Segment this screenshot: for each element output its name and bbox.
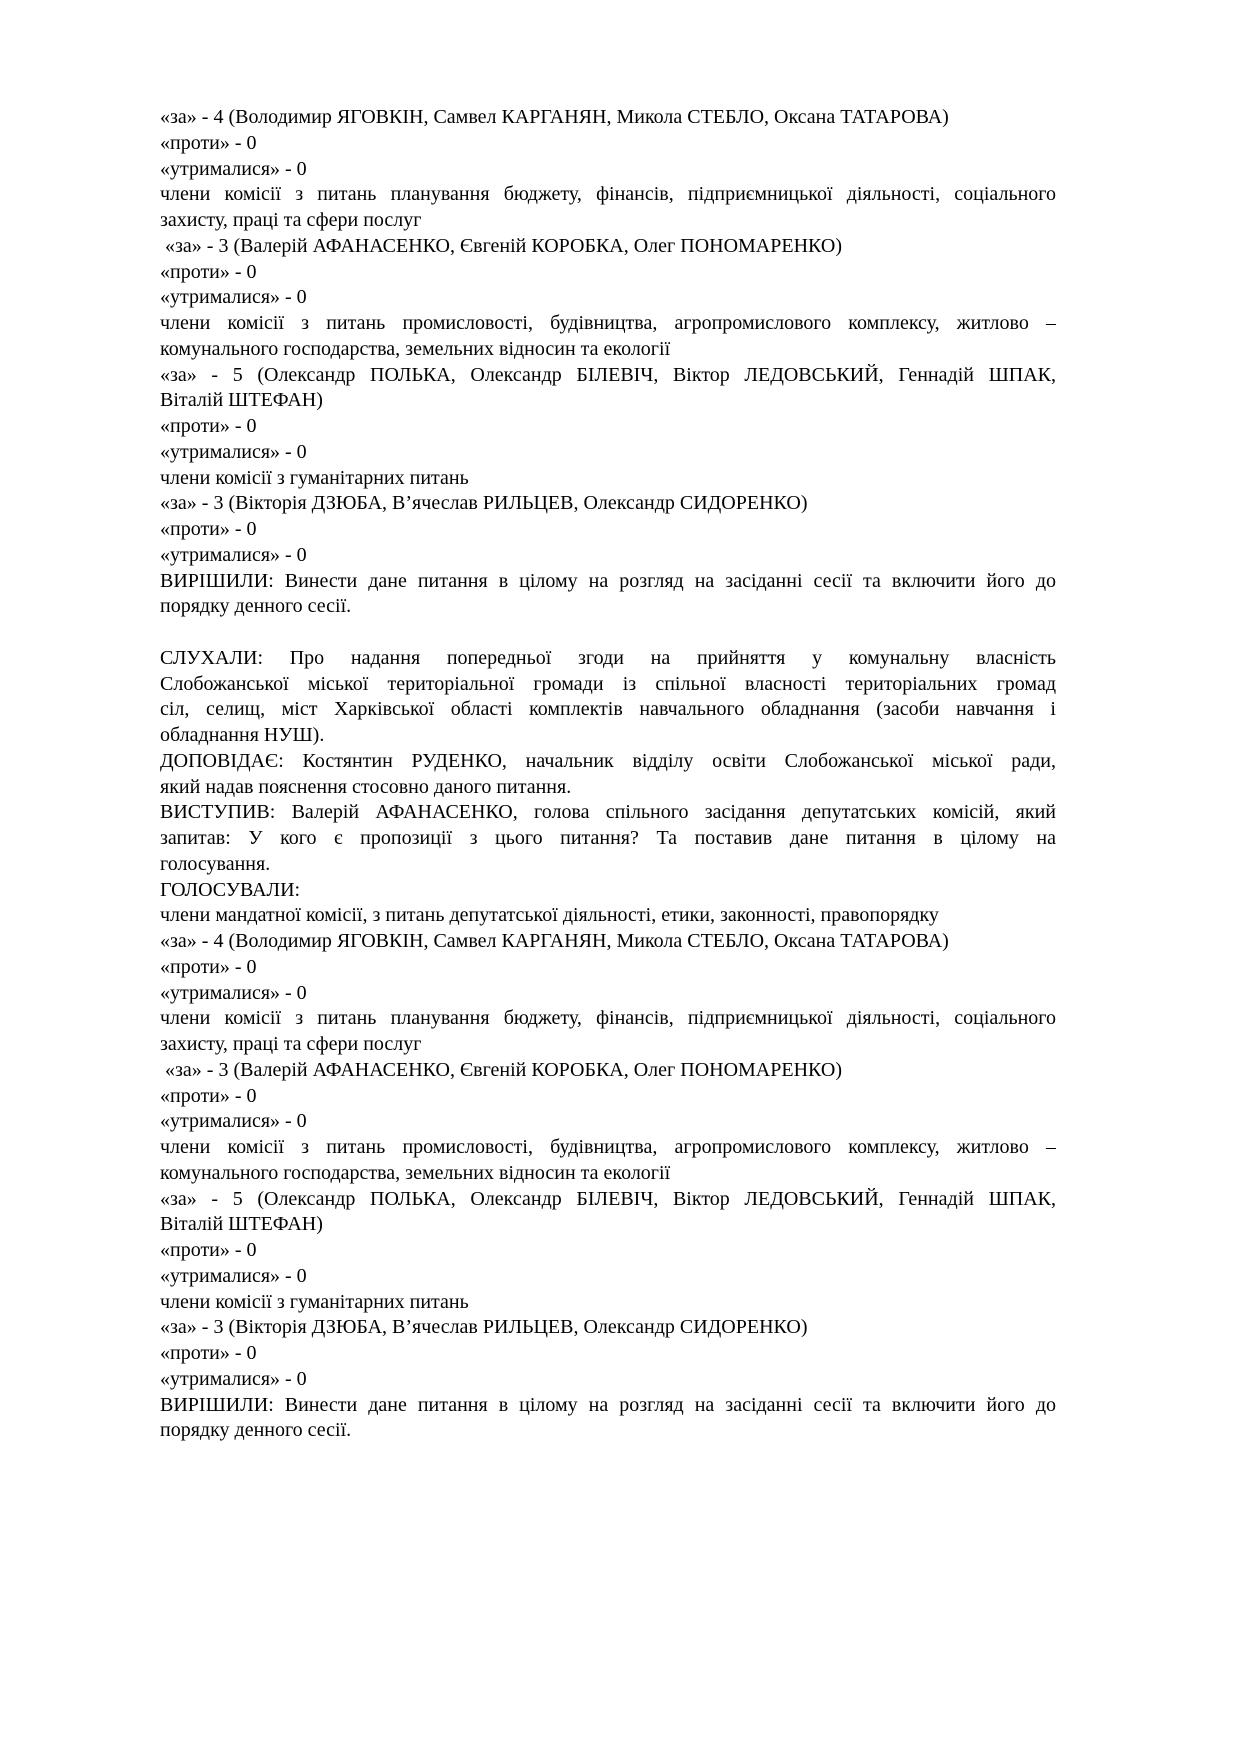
text-line: члени комісії з питань планування бюджету, фінансів, підприємницької діяльності, соціального bbox=[160, 183, 1056, 206]
text-line: «за» - 3 (Вікторія ДЗЮБА, В’ячеслав РИЛЬЦЕВ, Олександр СИДОРЕНКО) bbox=[160, 1316, 808, 1339]
text-line: «утрималися» - 0 bbox=[160, 440, 307, 463]
text-line: ВИРІШИЛИ: Винести дане питання в цілому на розгляд на засіданні сесії та включити його до bbox=[160, 569, 1056, 592]
blank-line bbox=[160, 620, 1056, 646]
text-line: «утрималися» - 0 bbox=[160, 543, 307, 566]
text-line: «проти» - 0 bbox=[160, 955, 257, 978]
text-line: ГОЛОСУВАЛИ: bbox=[160, 878, 301, 901]
text-line: «за» - 3 (Валерій АФАНАСЕНКО, Євгеній КОРОБКА, Олег ПОНОМАРЕНКО) bbox=[160, 1058, 842, 1081]
text-line: «утрималися» - 0 bbox=[160, 981, 307, 1004]
text-line: «проти» - 0 bbox=[160, 1084, 257, 1107]
text-line: захисту, праці та сфери послуг bbox=[160, 1033, 422, 1055]
text-line: Слобожанської міської територіальної громади із спільної власності територіальних громад bbox=[160, 672, 1056, 695]
text-line: «проти» - 0 bbox=[160, 415, 257, 437]
text-line: запитав: У кого є пропозиції з цього питання? Та поставив дане питання в цілому на bbox=[160, 827, 1056, 849]
text-line: «за» - 4 (Володимир ЯГОВКІН, Самвел КАРГАНЯН, Микола СТЕБЛО, Оксана ТАТАРОВА) bbox=[160, 930, 949, 952]
text-line: «за» - 4 (Володимир ЯГОВКІН, Самвел КАРГАНЯН, Микола СТЕБЛО, Оксана ТАТАРОВА) bbox=[160, 106, 949, 128]
text-line: «проти» - 0 bbox=[160, 131, 257, 154]
text-line: «за» - 3 (Валерій АФАНАСЕНКО, Євгеній КОРОБКА, Олег ПОНОМАРЕНКО) bbox=[160, 234, 842, 257]
text-line: члени комісії з гуманітарних питань bbox=[160, 466, 469, 489]
text-line: члени комісії з гуманітарних питань bbox=[160, 1290, 469, 1313]
text-line: «утрималися» - 0 bbox=[160, 1110, 307, 1133]
text-line: «утрималися» - 0 bbox=[160, 286, 307, 309]
text-line: Віталій ШТЕФАН) bbox=[160, 1213, 323, 1236]
text-line: «утрималися» - 0 bbox=[160, 157, 307, 180]
document-page-body bbox=[160, 105, 1056, 1444]
text-line: «утрималися» - 0 bbox=[160, 1367, 307, 1390]
text-line: «проти» - 0 bbox=[160, 260, 257, 283]
text-line: Віталій ШТЕФАН) bbox=[160, 389, 323, 412]
text-line: який надав пояснення стосовно даного питання. bbox=[160, 775, 572, 798]
text-line: «за» - 3 (Вікторія ДЗЮБА, В’ячеслав РИЛЬЦЕВ, Олександр СИДОРЕНКО) bbox=[160, 492, 808, 515]
text-line: порядку денного сесії. bbox=[160, 1419, 352, 1442]
text-line: порядку денного сесії. bbox=[160, 595, 352, 618]
text-line: «за» - 5 (Олександр ПОЛЬКА, Олександр БІЛЕВІЧ, Віктор ЛЕДОВСЬКИЙ, Геннадій ШПАК, bbox=[160, 363, 1056, 386]
text-line: комунального господарства, земельних відносин та екології bbox=[160, 1161, 671, 1184]
text-line: «утрималися» - 0 bbox=[160, 1264, 307, 1287]
text-line: ВИСТУПИВ: Валерій АФАНАСЕНКО, голова спільного засідання депутатських комісій, який bbox=[160, 801, 1056, 824]
text-line: сіл, селищ, міст Харківської області комплектів навчального обладнання (засоби навчання і bbox=[160, 698, 1056, 721]
text-line: голосування. bbox=[160, 852, 271, 875]
text-line: «проти» - 0 bbox=[160, 518, 257, 540]
text-line: «проти» - 0 bbox=[160, 1342, 257, 1364]
text-line: члени комісії з питань планування бюджету, фінансів, підприємницької діяльності, соціального bbox=[160, 1007, 1056, 1030]
text-line: комунального господарства, земельних відносин та екології bbox=[160, 337, 671, 360]
text-line: захисту, праці та сфери послуг bbox=[160, 209, 422, 231]
text-line: СЛУХАЛИ: Про надання попередньої згоди на прийняття у комунальну власність bbox=[160, 646, 1056, 669]
text-line: «за» - 5 (Олександр ПОЛЬКА, Олександр БІЛЕВІЧ, Віктор ЛЕДОВСЬКИЙ, Геннадій ШПАК, bbox=[160, 1187, 1056, 1210]
text-line: ДОПОВІДАЄ: Костянтин РУДЕНКО, начальник відділу освіти Слобожанської міської ради, bbox=[160, 749, 1056, 772]
text-line: члени мандатної комісії, з питань депутатської діяльності, етики, законності, правопорядку bbox=[160, 904, 939, 927]
text-line: «проти» - 0 bbox=[160, 1239, 257, 1261]
text-line: обладнання НУШ). bbox=[160, 724, 325, 746]
text-line: члени комісії з питань промисловості, будівництва, агропромислового комплексу, житлово – bbox=[160, 312, 1056, 334]
text-line: члени комісії з питань промисловості, будівництва, агропромислового комплексу, житлово – bbox=[160, 1136, 1056, 1158]
text-line: ВИРІШИЛИ: Винести дане питання в цілому на розгляд на засіданні сесії та включити його до bbox=[160, 1393, 1056, 1416]
